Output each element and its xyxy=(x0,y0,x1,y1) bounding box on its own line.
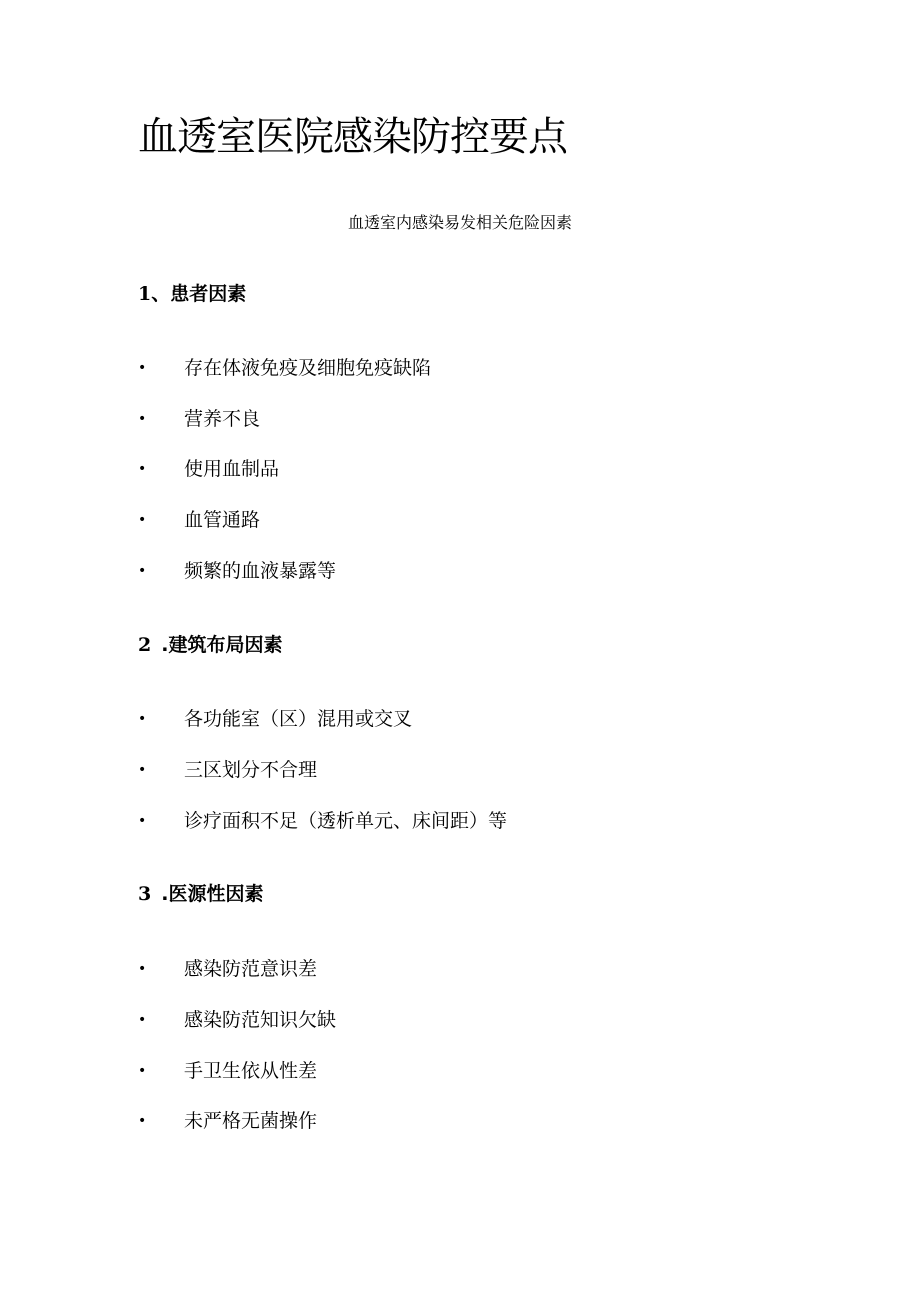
section-heading-building xyxy=(138,633,282,657)
bullet-icon: • xyxy=(138,563,147,579)
section-heading-iatrogenic xyxy=(138,882,263,906)
section-number: 1 xyxy=(138,283,152,305)
bullet-icon: • xyxy=(138,1113,147,1129)
document-title: 血透室医院感染防控要点 xyxy=(138,114,567,160)
list-item-text: 未严格无菌操作 xyxy=(184,1110,318,1132)
section-separator: . xyxy=(161,634,169,656)
list-item-text: 手卫生依从性差 xyxy=(184,1060,318,1082)
list-item-text: 感染防范意识差 xyxy=(184,958,318,980)
list-item-text: 感染防范知识欠缺 xyxy=(184,1009,337,1031)
section-separator: 、 xyxy=(151,283,171,305)
bullet-icon: • xyxy=(138,961,147,977)
bullet-icon: • xyxy=(138,512,147,528)
bullet-icon: • xyxy=(138,762,147,778)
section-separator: . xyxy=(161,883,169,905)
section-title: 建筑布局因素 xyxy=(168,634,283,656)
list-item-text: 各功能室（区）混用或交叉 xyxy=(184,708,413,730)
bullet-icon: • xyxy=(138,1063,147,1079)
list-item-text: 存在体液免疫及细胞免疫缺陷 xyxy=(184,357,432,379)
bullet-icon: • xyxy=(138,360,147,376)
list-item-text: 营养不良 xyxy=(184,408,261,430)
bullet-icon: • xyxy=(138,411,147,427)
list-item-text: 诊疗面积不足（透析单元、床间距）等 xyxy=(184,810,508,832)
list-item-text: 血管通路 xyxy=(184,509,261,531)
section-number: 3 xyxy=(138,883,152,905)
section-number: 2 xyxy=(138,634,152,656)
bullet-icon: • xyxy=(138,813,147,829)
document-subtitle: 血透室内感染易发相关危险因素 xyxy=(347,213,572,232)
list-item-text: 使用血制品 xyxy=(184,458,280,480)
section-title: 医源性因素 xyxy=(168,883,264,905)
list-item-text: 三区划分不合理 xyxy=(184,759,318,781)
list-item-text: 频繁的血液暴露等 xyxy=(184,560,337,582)
section-heading-patient xyxy=(138,282,246,306)
section-title: 患者因素 xyxy=(170,283,247,305)
bullet-icon: • xyxy=(138,711,147,727)
bullet-icon: • xyxy=(138,461,147,477)
bullet-icon: • xyxy=(138,1012,147,1028)
